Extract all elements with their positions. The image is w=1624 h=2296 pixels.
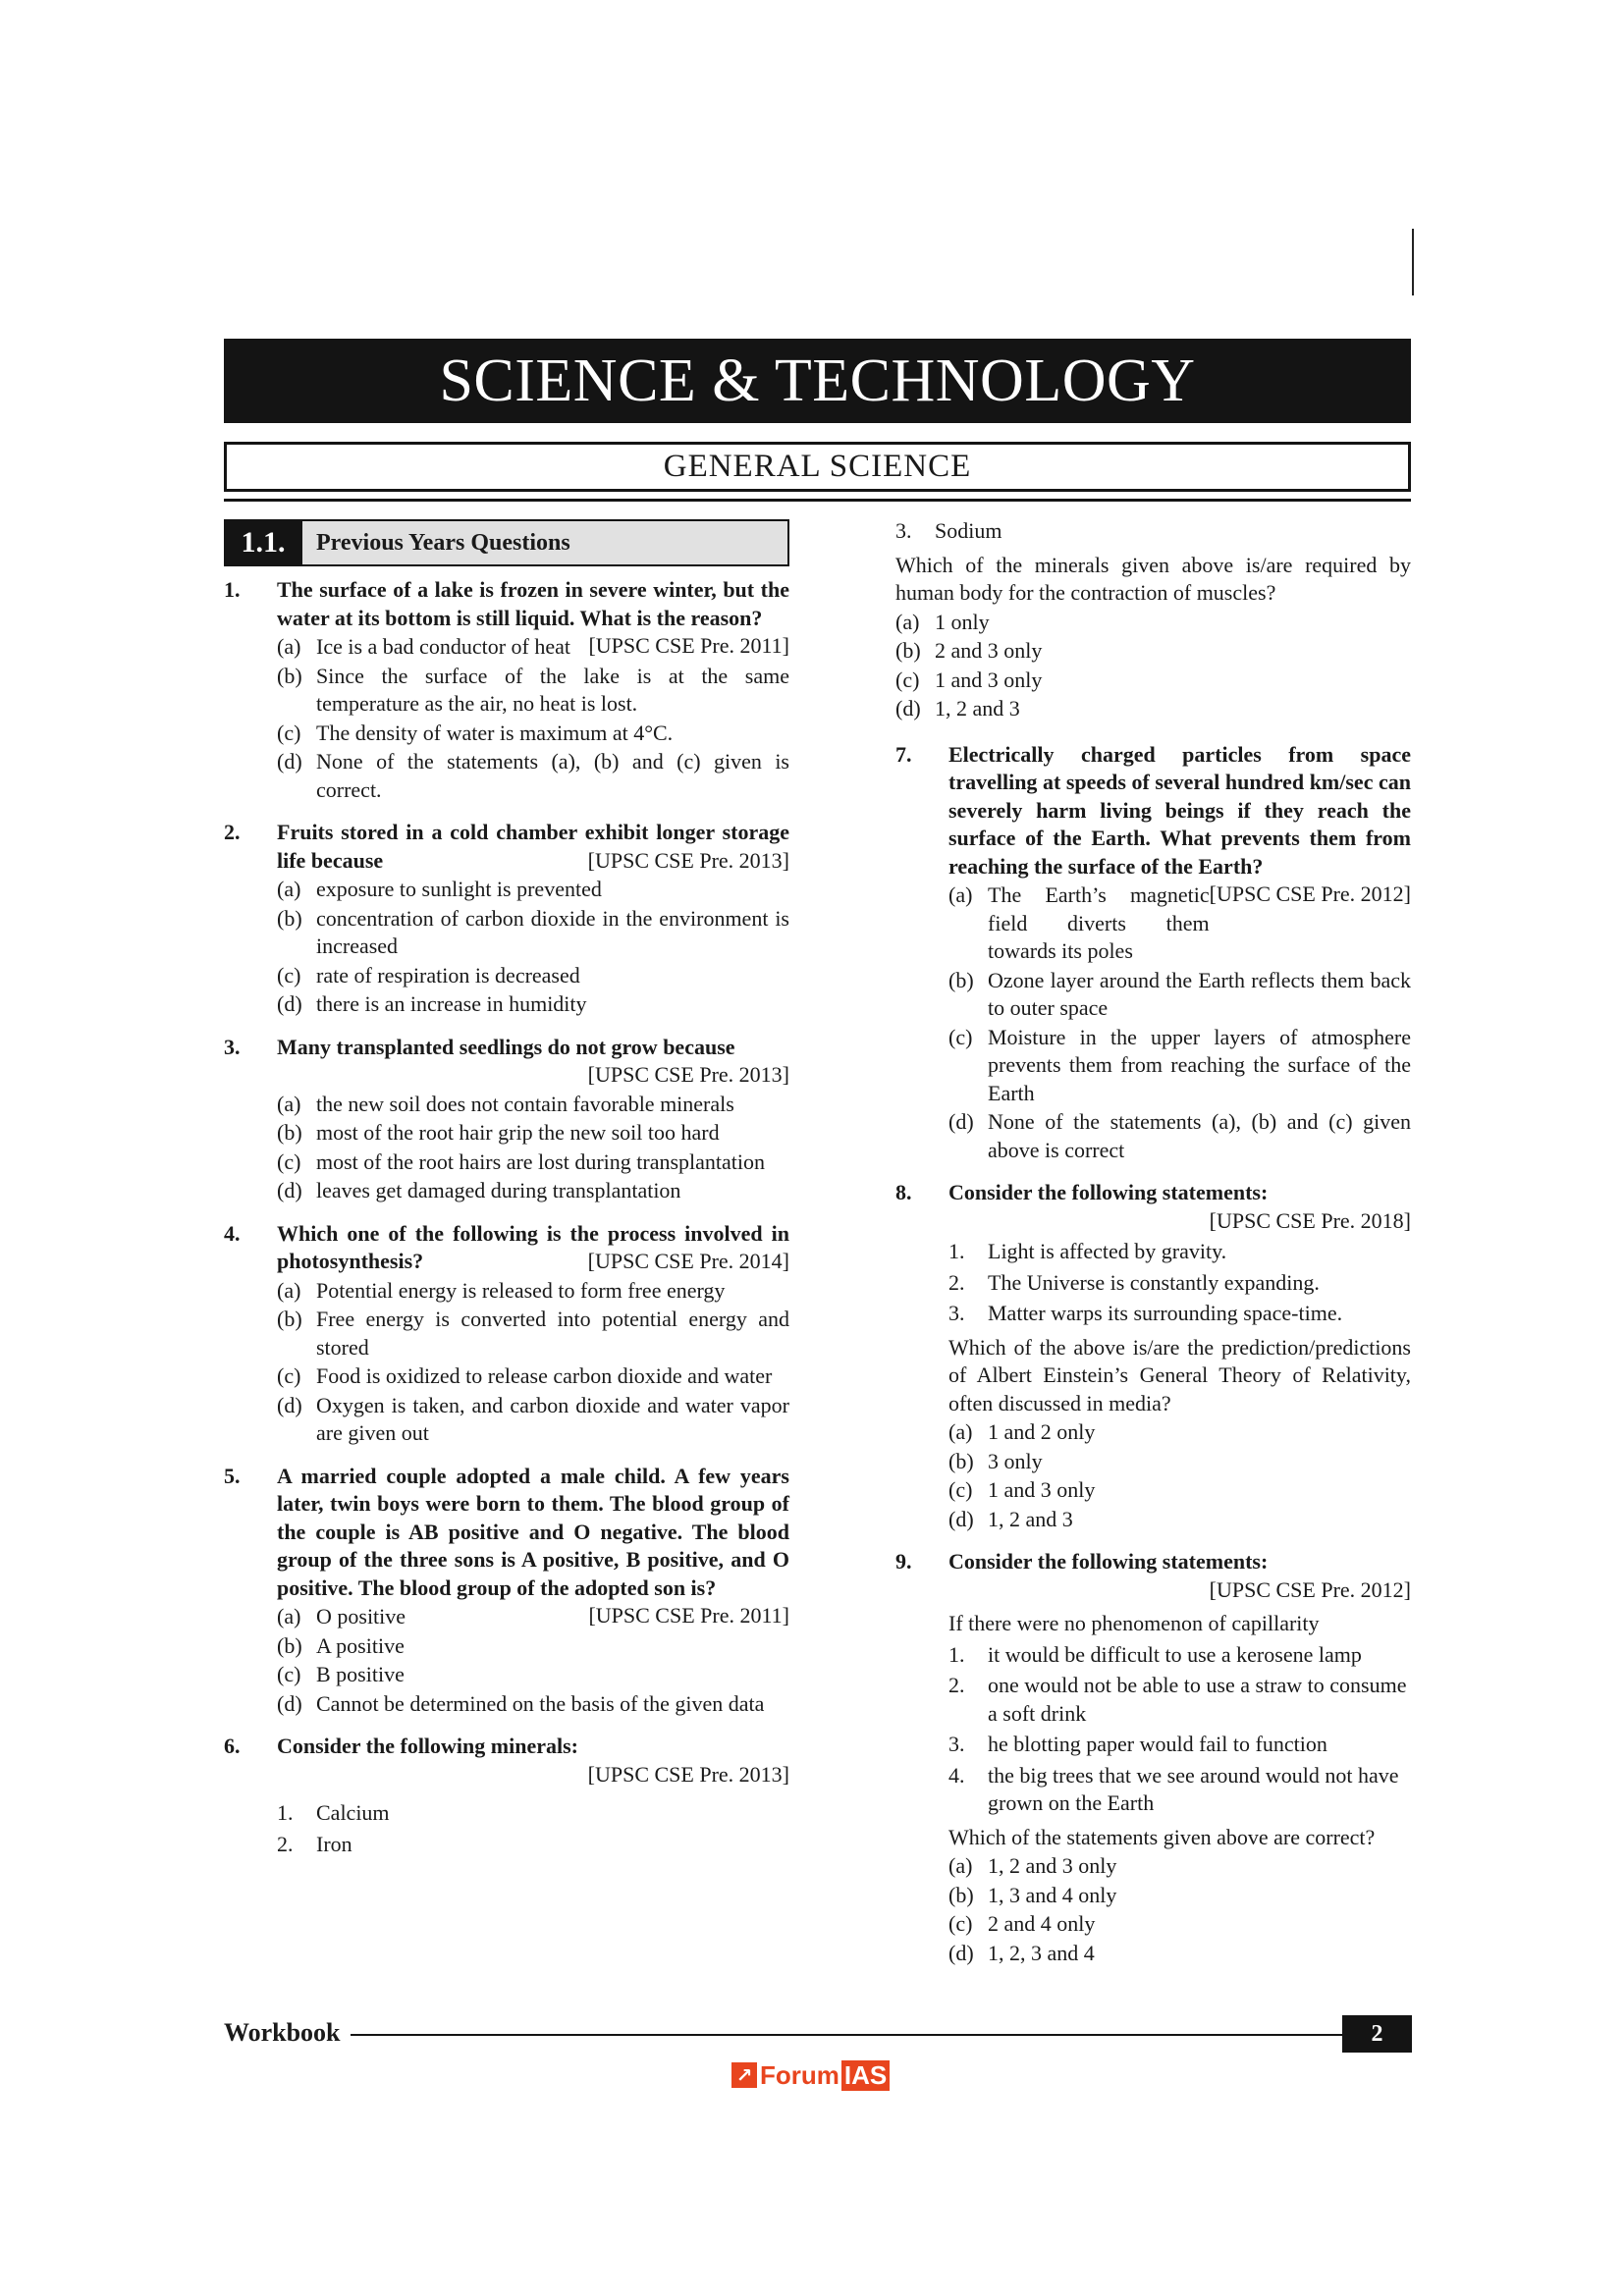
option: (a) 1 only (895, 609, 990, 634)
question-6 (224, 1733, 789, 1858)
option: (d) leaves get damaged during transplantation (277, 1178, 681, 1202)
right-column (895, 514, 1411, 1967)
question-3 (224, 1034, 789, 1205)
question-source: [UPSC CSE Pre. 2012] (1209, 1576, 1411, 1602)
question-number: 5. (224, 1463, 241, 1488)
option: (c) B positive (277, 1662, 405, 1686)
question-prompt: Which of the above is/are the prediction/predictions of Albert Einstein’s General Theory of Relativity, often discussed in media? (948, 1334, 1411, 1415)
question-source: [UPSC CSE Pre. 2013] (587, 847, 789, 873)
question-number: 3. (224, 1034, 241, 1059)
option: (a) The Earth’s magnetic field diverts them towards its poles (948, 882, 1210, 963)
question-prompt: Which of the minerals given above is/are required by human body for the contraction of muscles? (895, 552, 1411, 605)
list-item: 3. Matter warps its surrounding space-time. (948, 1301, 1343, 1325)
option: (a) the new soil does not contain favorable minerals (277, 1091, 734, 1116)
option: (b) most of the root hair grip the new soil too hard (277, 1120, 720, 1145)
option: (d) 1, 2, 3 and 4 (948, 1940, 1095, 1965)
list-item: 4. the big trees that we see around would not have grown on the Earth (948, 1762, 1399, 1815)
option: (c) The density of water is maximum at 4°C. (277, 720, 674, 745)
option: (d) there is an increase in humidity (277, 991, 587, 1016)
question-text: Consider the following minerals: (277, 1734, 578, 1758)
question-number: 7. (895, 741, 912, 767)
subtitle-divider (224, 499, 1411, 502)
section-header (224, 519, 789, 566)
brand-logo: ↗ Forum IAS (731, 2058, 890, 2092)
question-1 (224, 576, 789, 804)
question-number: 4. (224, 1220, 241, 1246)
option: (c) Moisture in the upper layers of atmosphere prevents them from reaching the surface of the Earth (948, 1024, 1411, 1105)
list-item: 1. it would be difficult to use a kerosene lamp (948, 1641, 1362, 1667)
question-text: Consider the following statements: (948, 1180, 1269, 1204)
option: (b) concentration of carbon dioxide in the environment is increased (277, 905, 789, 958)
list-item: 1. Calcium (277, 1800, 390, 1825)
option: (a) O positive (277, 1604, 406, 1629)
option: (b) 3 only (948, 1448, 1043, 1473)
option: (a) 1, 2 and 3 only (948, 1853, 1117, 1878)
option: (d) 1, 2 and 3 (948, 1506, 1073, 1531)
section-title: Previous Years Questions (302, 519, 789, 566)
footer-divider (351, 2034, 1342, 2036)
main-title: SCIENCE & TECHNOLOGY (224, 339, 1411, 423)
question-8 (895, 1179, 1411, 1533)
section-number: 1.1. (224, 519, 302, 566)
question-text: Consider the following statements: (948, 1549, 1269, 1574)
option: (d) 1, 2 and 3 (895, 696, 1020, 721)
question-number: 9. (895, 1549, 912, 1574)
list-item: 3. Sodium (895, 518, 1002, 543)
option: (a) exposure to sunlight is prevented (277, 877, 602, 901)
question-5 (224, 1463, 789, 1719)
arrow-icon: ↗ (731, 2062, 757, 2088)
corner-rule (1412, 229, 1414, 295)
question-source: [UPSC CSE Pre. 2014] (587, 1249, 789, 1273)
list-item: 1. Light is affected by gravity. (948, 1239, 1227, 1263)
question-text: The surface of a lake is frozen in severe winter, but the water at its bottom is still liquid. What is the reason? (277, 577, 789, 630)
option: (b) Since the surface of the lake is at the same temperature as the air, no heat is lost. (277, 663, 789, 716)
option: (c) 1 and 3 only (948, 1477, 1096, 1502)
question-text: Fruits stored in a cold chamber exhibit longer storage life because (277, 820, 789, 873)
question-source: [UPSC CSE Pre. 2013] (587, 1761, 789, 1787)
question-text: Many transplanted seedlings do not grow because (277, 1034, 735, 1059)
question-source: [UPSC CSE Pre. 2012] (1209, 881, 1411, 906)
list-item: 2. Iron (277, 1831, 352, 1856)
question-text: Which one of the following is the process involved in photosynthesis? (277, 1220, 789, 1273)
subtitle: GENERAL SCIENCE (224, 442, 1411, 492)
option: (c) Food is oxidized to release carbon dioxide and water (277, 1363, 773, 1388)
option: (d) Oxygen is taken, and carbon dioxide and water vapor are given out (277, 1392, 789, 1445)
option: (b) 1, 3 and 4 only (948, 1882, 1117, 1907)
question-9 (895, 1548, 1411, 1967)
option: (c) most of the root hairs are lost during transplantation (277, 1148, 766, 1174)
option: (a) Ice is a bad conductor of heat (277, 634, 570, 659)
question-source: [UPSC CSE Pre. 2011] (588, 1603, 789, 1628)
question-prompt: Which of the statements given above are correct? (948, 1824, 1376, 1849)
question-source: [UPSC CSE Pre. 2018] (1209, 1207, 1411, 1233)
question-2 (224, 819, 789, 1019)
option: (a) Potential energy is released to form free energy (277, 1277, 726, 1303)
option: (c) 1 and 3 only (895, 667, 1043, 692)
option: (b) 2 and 3 only (895, 638, 1043, 663)
list-item: 2. one would not be able to use a straw to consume a soft drink (948, 1673, 1407, 1726)
question-source: [UPSC CSE Pre. 2011] (588, 633, 789, 658)
option: (b) Free energy is converted into potential energy and stored (277, 1307, 789, 1360)
option: (d) Cannot be determined on the basis of the given data (277, 1690, 765, 1716)
question-intro: If there were no phenomenon of capillarity (948, 1611, 1320, 1635)
option: (a) 1 and 2 only (948, 1419, 1096, 1444)
question-6-continued (895, 517, 1411, 723)
footer-label: Workbook (224, 2018, 341, 2047)
page-number: 2 (1342, 2015, 1412, 2053)
left-column (224, 576, 789, 1858)
question-source: [UPSC CSE Pre. 2013] (587, 1062, 789, 1087)
question-text: Electrically charged particles from space travelling at speeds of several hundred km/sec can severely harm living beings if they reach the surface of the Earth. What prevents them from reaching the surface of the Earth? (948, 741, 1411, 879)
option: (b) A positive (277, 1632, 405, 1658)
question-number: 1. (224, 577, 241, 602)
question-text: A married couple adopted a male child. A few years later, twin boys were born to them. The blood group of the couple is AB positive and O negative. The blood group of the three sons is A positive, B positive, and O positive. The blood group of the adopted son is? (277, 1463, 789, 1600)
list-item: 2. The Universe is constantly expanding. (948, 1269, 1320, 1295)
question-number: 2. (224, 820, 241, 844)
question-7 (895, 741, 1411, 1165)
list-item: 3. he blotting paper would fail to function (948, 1732, 1327, 1756)
question-number: 6. (224, 1734, 241, 1758)
option: (d) None of the statements (a), (b) and (c) given above is correct (948, 1109, 1411, 1162)
option: (c) 2 and 4 only (948, 1911, 1096, 1936)
option: (b) Ozone layer around the Earth reflects them back to outer space (948, 967, 1411, 1020)
question-4 (224, 1220, 789, 1448)
option: (d) None of the statements (a), (b) and (c) given is correct. (277, 749, 789, 802)
option: (c) rate of respiration is decreased (277, 962, 580, 988)
question-number: 8. (895, 1180, 912, 1204)
